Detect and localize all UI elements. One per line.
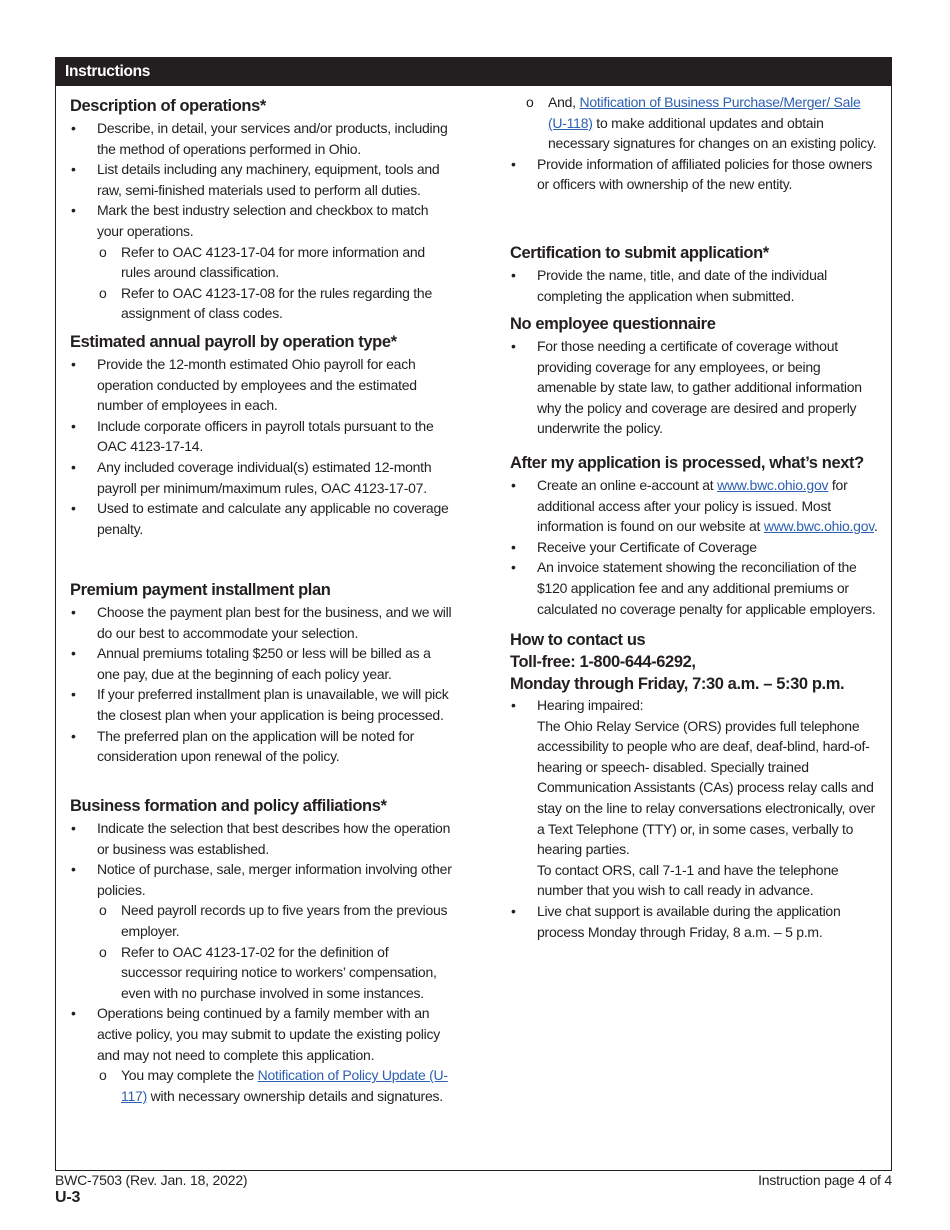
list-item	[70, 118, 452, 159]
list-item	[70, 684, 452, 725]
item-text: .	[873, 518, 878, 535]
item-text: List details including any machinery, equipment, tools and raw, semi-finished materials used to perform all duties.	[97, 161, 440, 198]
item-text: Include corporate officers in payroll totals pursuant to the OAC 4123-17-14.	[97, 417, 434, 455]
bullet-list	[70, 354, 452, 539]
list-item	[510, 557, 882, 619]
item-text: Used to estimate and calculate any applicable no coverage penalty.	[97, 500, 449, 537]
item-text: for additional access after your policy is issued. Most information is found on our website at	[537, 477, 848, 535]
item-text: Refer to OAC 4123-17-02 for the definition of successor requiring notice to workers’ compensation, even with no purchase involved in some instances.	[121, 943, 437, 1001]
sub-list	[97, 1065, 452, 1106]
list-item	[510, 92, 882, 154]
bullet-list	[70, 602, 452, 767]
section-payroll	[70, 331, 452, 539]
item-text: Provide the name, title, and date of the individual completing the application when submitted.	[537, 267, 827, 304]
section-heading: Estimated annual payroll by operation type*	[70, 333, 397, 351]
item-text: Create an online e-account at	[537, 477, 718, 493]
item-text: Need payroll records up to five years from the previous employer.	[121, 902, 448, 939]
item-text: For those needing a certificate of coverage without providing coverage for any employees, or being amenable by state law, to gather additional information why the policy and coverage are desired and properly underwrite the policy.	[537, 338, 862, 437]
section-heading: Certification to submit application*	[510, 244, 769, 262]
item-text: Provide information of affiliated policies for those owners or officers with ownership of the new entity.	[537, 155, 873, 193]
list-item	[510, 475, 882, 537]
list-item	[70, 726, 452, 767]
list-item	[70, 200, 452, 324]
bullet-list	[70, 118, 452, 324]
section-contact	[510, 629, 882, 942]
section-heading: No employee questionnaire	[510, 315, 716, 333]
item-text: Receive your Certificate of Coverage	[537, 538, 757, 555]
list-item	[510, 537, 882, 558]
item-text: Notice of purchase, sale, merger information involving other policies.	[97, 861, 452, 898]
item-text: Refer to OAC 4123-17-04 for more information and rules around classification.	[121, 243, 425, 281]
section-heading: After my application is processed, what’s next?	[510, 454, 864, 472]
list-item	[510, 336, 882, 439]
item-text: Indicate the selection that best describes how the operation or business was established.	[97, 820, 451, 857]
item-text: Provide the 12-month estimated Ohio payroll for each operation conducted by employees and the estimated number of employees in each.	[97, 356, 417, 414]
section-business	[70, 795, 452, 1106]
section-whats-next	[510, 452, 882, 619]
sub-list-item	[97, 942, 452, 1004]
list-item	[70, 457, 452, 498]
sub-list-item	[97, 283, 452, 324]
bullet-list	[510, 475, 882, 619]
hearing-impaired-label: • Hearing impaired:	[537, 697, 644, 713]
list-item	[510, 154, 882, 195]
item-text: Describe, in detail, your services and/or products, including the method of operations performed in Ohio.	[97, 120, 448, 157]
sub-list-item	[97, 900, 452, 941]
sub-list-item	[97, 1065, 452, 1106]
list-item	[70, 416, 452, 457]
item-text: with necessary ownership details and signatures.	[146, 1087, 443, 1104]
list-item	[70, 354, 452, 416]
document-link[interactable]: Notification of Business Purchase/Merger/ Sale (U-118)	[548, 94, 861, 131]
form-id: BWC-7503 (Rev. Jan. 18, 2022)	[55, 1172, 248, 1188]
item-text: Mark the best industry selection and checkbox to match your operations.	[97, 202, 429, 239]
bullet-list	[70, 818, 452, 1106]
section-heading: Description of operations*	[70, 97, 266, 115]
bullet-list	[510, 336, 882, 439]
section-certification	[510, 242, 882, 306]
item-text: An invoice statement showing the reconciliation of the $120 application fee and any additional premiums or calculated no coverage penalty for applicable employers.	[537, 559, 876, 617]
sub-list	[524, 92, 882, 154]
item-text: Any included coverage individual(s) estimated 12-month payroll per minimum/maximum rules, OAC 4123-17-07.	[97, 458, 432, 496]
ors-description: The Ohio Relay Service (ORS) provides full telephone accessibility to people who are deaf, deaf-blind, hard-of-hearing or speech- disabled. Specially trained Communication Assistants (CAs) process relay calls and stay on the line to relay conversations electronically, over a Text Telephone (TTY) or, in some cases, verbally to hearing parties.	[537, 717, 876, 858]
instructions-header: Instructions	[55, 57, 892, 86]
list-item	[70, 602, 452, 643]
list-item	[70, 498, 452, 539]
list-item	[510, 695, 882, 901]
document-link[interactable]: Notification of Policy Update (U-117)	[121, 1067, 448, 1104]
list-item	[70, 159, 452, 200]
section-premium	[70, 579, 452, 767]
section-heading: Business formation and policy affiliations*	[70, 797, 387, 815]
bullet-list	[510, 265, 882, 306]
page-number: Instruction page 4 of 4	[758, 1172, 892, 1188]
item-text: Choose the payment plan best for the business, and we will do our best to accommodate your selection.	[97, 604, 452, 641]
contact-hours: Monday through Friday, 7:30 a.m. – 5:30 p.m.	[510, 675, 845, 693]
item-text: Annual premiums totaling $250 or less will be billed as a one pay, due at the beginning of each policy year.	[97, 645, 431, 682]
section-no-employee	[510, 313, 882, 439]
list-item	[70, 818, 452, 859]
list-item: • Live chat support is available during the application process Monday through Friday, 8 a.m. – 5 p.m.	[510, 901, 882, 942]
item-text: to make additional updates and obtain necessary signatures for changes on an existing policy.	[548, 114, 877, 152]
contact-heading: How to contact us	[510, 631, 646, 649]
list-item	[70, 859, 452, 1003]
sub-list	[97, 900, 452, 1003]
item-text: You may complete the	[121, 1067, 258, 1084]
item-text: Operations being continued by a family member with an active policy, you may submit to update the existing policy and may not need to complete this application.	[97, 1005, 440, 1063]
ors-contact: To contact ORS, call 7-1-1 and have the telephone number that you wish to call ready in advance.	[537, 861, 839, 899]
form-code: U-3	[55, 1189, 81, 1206]
bullet-list	[510, 92, 882, 195]
sub-list-item	[97, 242, 452, 283]
item-text: The preferred plan on the application will be noted for consideration upon renewal of the policy.	[97, 727, 415, 765]
section-description	[70, 95, 452, 324]
item-text: And,	[548, 94, 580, 110]
contact-phone: Toll-free: 1-800-644-6292,	[510, 653, 696, 671]
sub-list-item	[524, 92, 882, 154]
section-business-continued	[510, 92, 882, 195]
document-link[interactable]: www.bwc.ohio.gov	[717, 477, 829, 493]
list-item	[70, 1003, 452, 1106]
item-text: If your preferred installment plan is unavailable, we will pick the closest plan when your application is being processed.	[97, 686, 449, 723]
item-text: Refer to OAC 4123-17-08 for the rules regarding the assignment of class codes.	[121, 284, 432, 322]
list-item	[510, 265, 882, 306]
document-link[interactable]: www.bwc.ohio.gov	[763, 518, 874, 535]
sub-list	[97, 242, 452, 324]
list-item	[70, 643, 452, 684]
section-heading: Premium payment installment plan	[70, 581, 331, 599]
